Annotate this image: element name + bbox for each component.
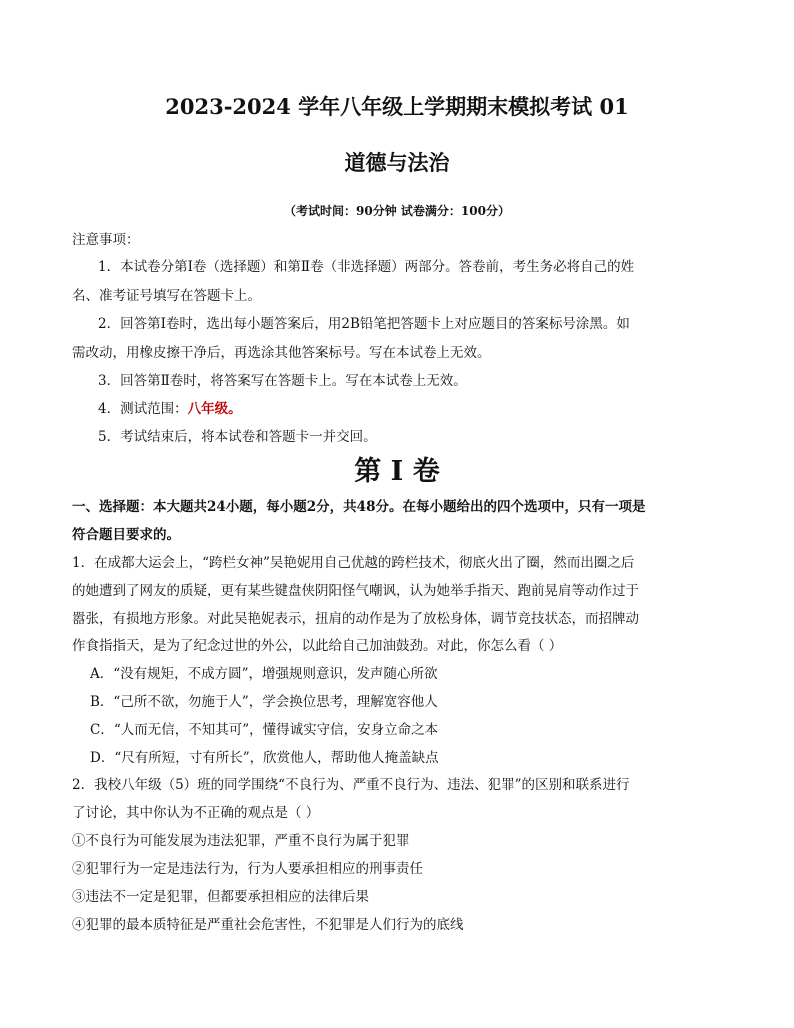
notice-item-5: 5．考试结束后，将本试卷和答题卡一并交回。 bbox=[98, 429, 377, 445]
question-2-statement-4: ④犯罪的最本质特征是严重社会危害性，不犯罪是人们行为的底线 bbox=[72, 917, 464, 933]
question-1-stem-line: 作食指指天，是为了纪念过世的外公，以此给自己加油鼓劲。对此，你怎么看（ ） bbox=[72, 638, 563, 654]
question-2-stem-line: 了讨论，其中你认为不正确的观点是（ ） bbox=[72, 805, 320, 821]
notice-item-4-suffix: 。 bbox=[228, 401, 242, 417]
question-1-option-b: B．“己所不欲，勿施于人”，学会换位思考，理解宽容他人 bbox=[90, 694, 438, 710]
question-1-option-d: D．“尺有所短，寸有所长”，欣赏他人，帮助他人掩盖缺点 bbox=[90, 750, 439, 766]
section-instruction-cont: 符合题目要求的。 bbox=[72, 527, 180, 543]
notice-item-3: 3．回答第Ⅱ卷时，将答案写在答题卡上。写在本试卷上无效。 bbox=[98, 373, 467, 389]
question-2-statement-2: ②犯罪行为一定是违法行为，行为人要承担相应的刑事责任 bbox=[72, 861, 423, 877]
notice-heading: 注意事项： bbox=[72, 232, 140, 248]
notice-item-2: 2．回答第Ⅰ卷时，选出每小题答案后，用2B铅笔把答题卡上对应题目的答案标号涂黑。如 bbox=[98, 316, 630, 332]
subject-title: 道德与法治 bbox=[344, 150, 450, 175]
question-1-stem-line: 的她遭到了网友的质疑，更有某些键盘侠阴阳怪气嘲讽，认为她举手指天、跑前晃肩等动作过于 bbox=[72, 583, 639, 599]
notice-item-2-cont: 需改动，用橡皮擦干净后，再选涂其他答案标号。写在本试卷上无效。 bbox=[72, 345, 491, 361]
test-scope: 八年级 bbox=[187, 401, 229, 417]
question-2-stem: 2．我校八年级（5）班的同学围绕“不良行为、严重不良行为、违法、犯罪”的区别和联系进行 bbox=[72, 777, 630, 793]
section-title: 第 I 卷 bbox=[354, 456, 440, 487]
question-1-stem-line: 嚣张，有损地方形象。对此吴艳妮表示，扭肩的动作是为了放松身体，调节竞技状态，而招牌动 bbox=[72, 611, 639, 627]
notice-item-1-cont: 名、准考证号填写在答题卡上。 bbox=[72, 288, 261, 304]
question-1-option-c: C．“人而无信，不知其可”，懂得诚实守信，安身立命之本 bbox=[90, 722, 439, 738]
question-2-statement-3: ③违法不一定是犯罪，但都要承担相应的法律后果 bbox=[72, 889, 369, 905]
notice-item-4 bbox=[98, 398, 758, 420]
question-1-stem: 1．在成都大运会上，“跨栏女神”吴艳妮用自己优越的跨栏技术，彻底火出了圈，然而出圈之后 bbox=[72, 555, 635, 571]
question-2-statement-1: ①不良行为可能发展为违法犯罪，严重不良行为属于犯罪 bbox=[72, 833, 410, 849]
exam-title: 2023-2024 学年八年级上学期期末模拟考试 01 bbox=[165, 94, 629, 119]
notice-item-1: 1．本试卷分第Ⅰ卷（选择题）和第Ⅱ卷（非选择题）两部分。答卷前，考生务必将自己的姓 bbox=[98, 259, 635, 275]
notice-item-4-prefix: 4．测试范围： bbox=[98, 401, 188, 417]
question-1-option-a: A．“没有规矩，不成方圆”，增强规则意识，发声随心所欲 bbox=[90, 666, 438, 682]
exam-info: （考试时间：90分钟 试卷满分：100分） bbox=[284, 204, 510, 218]
section-instruction: 一、选择题：本大题共24小题，每小题2分，共48分。在每小题给出的四个选项中，只有一项是 bbox=[72, 499, 646, 515]
